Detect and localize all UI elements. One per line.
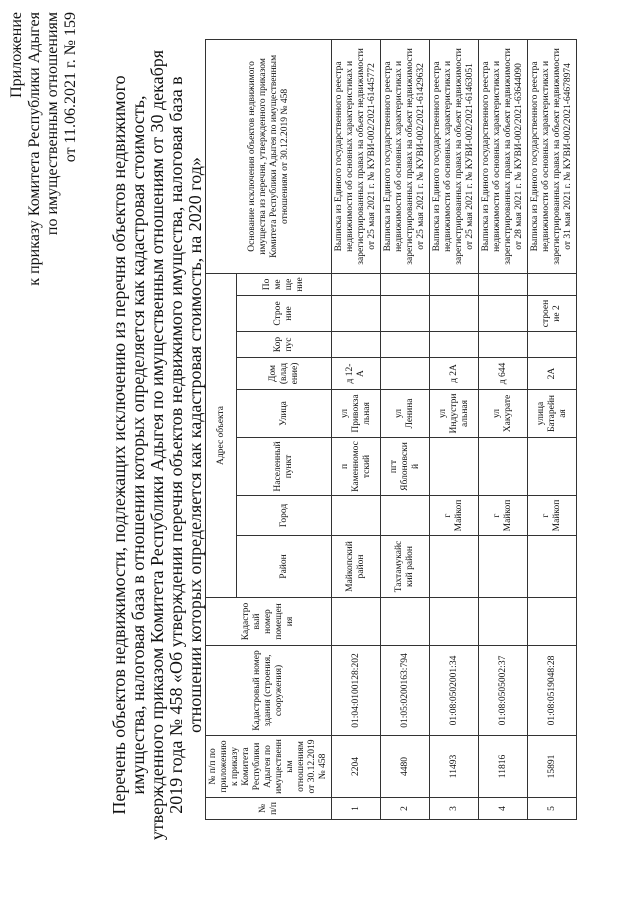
premise-cell (332, 273, 381, 295)
room-cadastral-number-cell (528, 598, 577, 646)
city-cell: г Майкоп (430, 496, 479, 536)
building-cadastral-number-cell: 01:08:0519048:28 (528, 646, 577, 736)
city-cell (381, 496, 430, 536)
district-cell: Тахтамукайский район (381, 536, 430, 598)
settlement-cell: п Каменномостский (332, 438, 381, 496)
appendix-title: Приложение (8, 12, 25, 98)
appendix-number-cell: 11493 (430, 736, 479, 798)
korpus-cell (332, 332, 381, 358)
district-cell (479, 536, 528, 598)
header-appendix-num: № п/п по приложению к приказу Комитета Республики Адыгея по имущественным отношениям от 30.12.2019 № 458 (206, 736, 332, 798)
header-address: Адрес объекта (206, 273, 237, 597)
appendix-number-cell: 11816 (479, 736, 528, 798)
premise-cell (479, 273, 528, 295)
row-number-cell: 2 (381, 798, 430, 820)
header-korpus: Корпус (237, 332, 332, 358)
header-num: № п/п (206, 798, 332, 820)
building-cadastral-number-cell: 01:08:0502001:34 (430, 646, 479, 736)
objects-table (205, 39, 577, 820)
room-cadastral-number-cell (430, 598, 479, 646)
header-district: Район (237, 536, 332, 598)
building-cadastral-number-cell: 01:08:0505002:37 (479, 646, 528, 736)
row-number-cell: 5 (528, 798, 577, 820)
building-cell (381, 296, 430, 332)
district-cell: Майкопский район (332, 536, 381, 598)
house-cell: д 644 (479, 358, 528, 390)
header-house: Дом (владение) (237, 358, 332, 390)
exclusion-basis-cell: Выписка из Единого государственного реестра недвижимости об основных характеристиках и зарегистрированных правах на объект недвижимости от 28 мая 2021 г. № КУВИ-002/2021-63644090 (479, 39, 528, 273)
building-cell (332, 296, 381, 332)
street-cell: ул Ленина (381, 390, 430, 438)
korpus-cell (528, 332, 577, 358)
header-settlement: Населенный пункт (237, 438, 332, 496)
building-cell (430, 296, 479, 332)
street-cell: улица Батарейная (528, 390, 577, 438)
street-cell: ул Привокзальная (332, 390, 381, 438)
appendix-date: от 11.06.2021 г. № 159 (62, 12, 79, 163)
house-cell (381, 358, 430, 390)
table-row (381, 39, 430, 819)
appendix-number-cell: 4480 (381, 736, 430, 798)
appendix-committee: по имущественным отношениям (44, 12, 61, 236)
header-street: Улица (237, 390, 332, 438)
row-number-cell: 3 (430, 798, 479, 820)
header-city: Город (237, 496, 332, 536)
header-room: Помещение (237, 273, 332, 295)
house-cell: 2А (528, 358, 577, 390)
building-cadastral-number-cell: 01:04:0100128:202 (332, 646, 381, 736)
table-body (332, 39, 577, 819)
exclusion-basis-cell: Выписка из Единого государственного реестра недвижимости об основных характеристиках и зарегистрированных правах на объект недвижимости от 25 мая 2021 г. № КУВИ-002/2021-61463051 (430, 39, 479, 273)
settlement-cell (479, 438, 528, 496)
table-row (332, 39, 381, 819)
table-row (430, 39, 479, 819)
korpus-cell (381, 332, 430, 358)
header-basis: Основание исключения объектов недвижимого имущества из перечня, утвержденного приказом Комитета Республики Адыгея по имущественным отношениям от 30.12.2019 № 458 (206, 39, 332, 273)
city-cell (332, 496, 381, 536)
district-cell (528, 536, 577, 598)
exclusion-basis-cell: Выписка из Единого государственного реестра недвижимости об основных характеристиках и зарегистрированных правах на объект недвижимости от 25 мая 2021 г. № КУВИ-002/2021-61445772 (332, 39, 381, 273)
settlement-cell: пгт Яблоновский (381, 438, 430, 496)
house-cell: д 12-А (332, 358, 381, 390)
settlement-cell (528, 438, 577, 496)
room-cadastral-number-cell (332, 598, 381, 646)
room-cadastral-number-cell (479, 598, 528, 646)
building-cell: строение 2 (528, 296, 577, 332)
city-cell: г Майкоп (479, 496, 528, 536)
building-cadastral-number-cell: 01:05:0200163:794 (381, 646, 430, 736)
premise-cell (381, 273, 430, 295)
appendix-header (8, 12, 80, 292)
korpus-cell (430, 332, 479, 358)
settlement-cell (430, 438, 479, 496)
table-row (479, 39, 528, 819)
document-title: Перечень объектов недвижимости, подлежащих исключению из перечня объектов недвижимого имущества, налоговая база в отношении которых определяется как кадастровая стоимость, утвержденного приказом Комитета Республики Адыгея по имущественным отношениям от 30 декабря 2019 года № 458 «Об утверждении перечня объектов недвижимого имущества, налоговая база в отношении которых определяется как кадастровая стоимость, на 2020 год» (109, 49, 205, 841)
row-number-cell: 1 (332, 798, 381, 820)
room-cadastral-number-cell (381, 598, 430, 646)
premise-cell (528, 273, 577, 295)
table-row (528, 39, 577, 819)
street-cell: ул Индустриальная (430, 390, 479, 438)
appendix-number-cell: 2204 (332, 736, 381, 798)
korpus-cell (479, 332, 528, 358)
header-building-cadastral: Кадастровый номер здания (строения, сооружения) (206, 646, 332, 736)
row-number-cell: 4 (479, 798, 528, 820)
header-room-cadastral: Кадастровый номер помещения (206, 598, 332, 646)
city-cell: г Майкоп (528, 496, 577, 536)
street-cell: ул Хакурате (479, 390, 528, 438)
premise-cell (430, 273, 479, 295)
appendix-number-cell: 15891 (528, 736, 577, 798)
exclusion-basis-cell: Выписка из Единого государственного реестра недвижимости об основных характеристиках и зарегистрированных правах на объект недвижимости от 31 мая 2021 г. № КУВИ-002/2021-64678974 (528, 39, 577, 273)
house-cell: д 2А (430, 358, 479, 390)
building-cell (479, 296, 528, 332)
appendix-order-ref: к приказу Комитета Республики Адыгея (26, 12, 43, 286)
district-cell (430, 536, 479, 598)
exclusion-basis-cell: Выписка из Единого государственного реестра недвижимости об основных характеристиках и зарегистрированных правах на объект недвижимости от 25 мая 2021 г. № КУВИ-002/2021-61429632 (381, 39, 430, 273)
header-building: Строение (237, 296, 332, 332)
